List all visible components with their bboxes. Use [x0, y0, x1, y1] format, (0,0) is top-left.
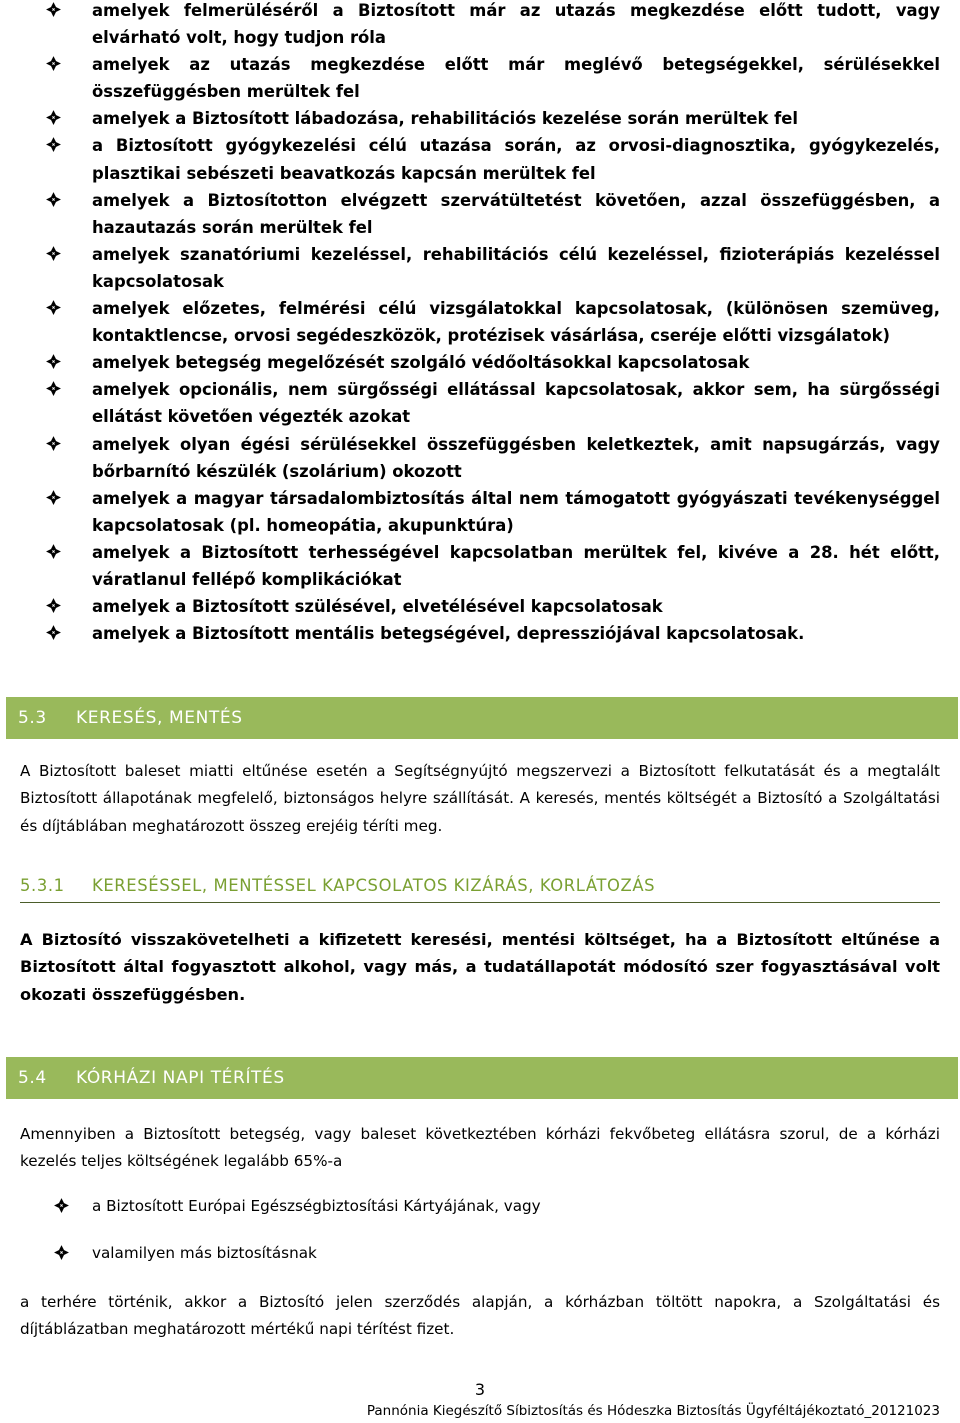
- coverage-list: [0, 1193, 960, 1267]
- diamond-bullet-icon: [45, 353, 62, 370]
- section-number: 5.3: [18, 708, 47, 728]
- section-title: KERESÉS, MENTÉS: [76, 708, 243, 728]
- diamond-bullet-icon: [45, 624, 62, 641]
- list-item: amelyek olyan égési sérülésekkel összefüggésben keletkeztek, amit napsugárzás, vagy bőrbarnító készülék (szolárium) okozott: [18, 431, 960, 485]
- list-item: amelyek a Biztosítotton elvégzett szervátültetést követően, azzal összefüggésben, a hazautazás során merültek fel: [18, 187, 960, 241]
- diamond-bullet-icon: [45, 543, 62, 560]
- paragraph-5-4-continued: a terhére történik, akkor a Biztosító jelen szerződés alapján, a kórházban töltött napokra, a Szolgáltatási és díjtáblázatban meghatározott mértékű napi térítést fizet.: [20, 1293, 940, 1339]
- diamond-bullet-icon: [45, 1, 62, 18]
- page-number: 3: [474, 1380, 486, 1399]
- list-item: amelyek felmerüléséről a Biztosított már az utazás megkezdése előtt tudott, vagy elvárható volt, hogy tudjon róla: [18, 0, 960, 51]
- paragraph-5-4: Amennyiben a Biztosított betegség, vagy baleset következtében kórházi fekvőbeteg ellátásra szorul, de a kórházi kezelés teljes költségének legalább 65%-a: [20, 1125, 940, 1171]
- diamond-bullet-icon: [45, 191, 62, 208]
- list-item: a Biztosított gyógykezelési célú utazása során, az orvosi-diagnosztika, gyógykezelés, plasztikai sebészeti beavatkozás kapcsán merültek fel: [18, 132, 960, 186]
- exclusion-list: [18, 0, 960, 647]
- section-title: KÓRHÁZI NAPI TÉRÍTÉS: [76, 1068, 285, 1088]
- diamond-bullet-icon: [45, 435, 62, 452]
- diamond-bullet-icon: [45, 299, 62, 316]
- diamond-bullet-icon: [45, 489, 62, 506]
- list-item: amelyek a Biztosított mentális betegségével, depressziójával kapcsolatosak.: [18, 620, 960, 647]
- list-item: amelyek betegség megelőzését szolgáló védőoltásokkal kapcsolatosak: [18, 349, 960, 376]
- diamond-bullet-icon: [45, 380, 62, 397]
- paragraph-5-3-1: A Biztosító visszakövetelheti a kifizetett keresési, mentési költséget, ha a Biztosított eltűnése a Biztosított által fogyasztott alkohol, vagy más, a tudatállapotát módosító szer fogyasztásával volt okozati összefüggésben.: [20, 930, 940, 1004]
- subsection-heading-5-3-1: [20, 874, 940, 903]
- list-item: amelyek az utazás megkezdése előtt már meglévő betegségekkel, sérülésekkel összefüggésben merültek fel: [18, 51, 960, 105]
- section-heading-5-4: [6, 1057, 958, 1099]
- list-item: a Biztosított Európai Egészségbiztosítási Kártyájának, vagy: [0, 1193, 960, 1240]
- subsection-number: 5.3.1: [20, 876, 65, 895]
- section-number: 5.4: [18, 1068, 47, 1088]
- list-item: valamilyen más biztosításnak: [0, 1240, 960, 1267]
- diamond-bullet-icon: [45, 136, 62, 153]
- diamond-bullet-icon: [45, 597, 62, 614]
- list-item: amelyek szanatóriumi kezeléssel, rehabilitációs célú kezeléssel, fizioterápiás kezeléssel kapcsolatosak: [18, 241, 960, 295]
- diamond-bullet-icon: [53, 1244, 70, 1261]
- list-item: amelyek a Biztosított terhességével kapcsolatban merültek fel, kivéve a 28. hét előtt, váratlanul fellépő komplikációkat: [18, 539, 960, 593]
- subsection-title: KERESÉSSEL, MENTÉSSEL KAPCSOLATOS KIZÁRÁS, KORLÁTOZÁS: [92, 876, 656, 895]
- diamond-bullet-icon: [45, 245, 62, 262]
- list-item: amelyek a Biztosított szülésével, elvetélésével kapcsolatosak: [18, 593, 960, 620]
- diamond-bullet-icon: [45, 109, 62, 126]
- list-item: amelyek a magyar társadalombiztosítás által nem támogatott gyógyászati tevékenységgel kapcsolatosak (pl. homeopátia, akupunktúra): [18, 485, 960, 539]
- list-item: amelyek a Biztosított lábadozása, rehabilitációs kezelése során merültek fel: [18, 105, 960, 132]
- list-item: amelyek opcionális, nem sürgősségi ellátással kapcsolatosak, akkor sem, ha sürgősségi ellátást követően végezték azokat: [18, 376, 960, 430]
- page-footer: Pannónia Kiegészítő Síbiztosítás és Hódeszka Biztosítás Ügyféltájékoztató_20121023: [366, 1403, 940, 1419]
- section-heading-5-3: [6, 697, 958, 739]
- diamond-bullet-icon: [45, 55, 62, 72]
- diamond-bullet-icon: [53, 1197, 70, 1214]
- paragraph-5-3: A Biztosított baleset miatti eltűnése esetén a Segítségnyújtó megszervezi a Biztosított felkutatását és a megtalált Biztosított állapotának megfelelő, biztonságos helyre szállítását. A keresés, mentés költségét a Biztosító a Szolgáltatási és díjtáblában meghatározott összeg erejéig téríti meg.: [20, 762, 940, 835]
- list-item: amelyek előzetes, felmérési célú vizsgálatokkal kapcsolatosak, (különösen szemüveg, kontaktlencse, orvosi segédeszközök, protézisek vásárlása, cseréje előtti vizsgálatok): [18, 295, 960, 349]
